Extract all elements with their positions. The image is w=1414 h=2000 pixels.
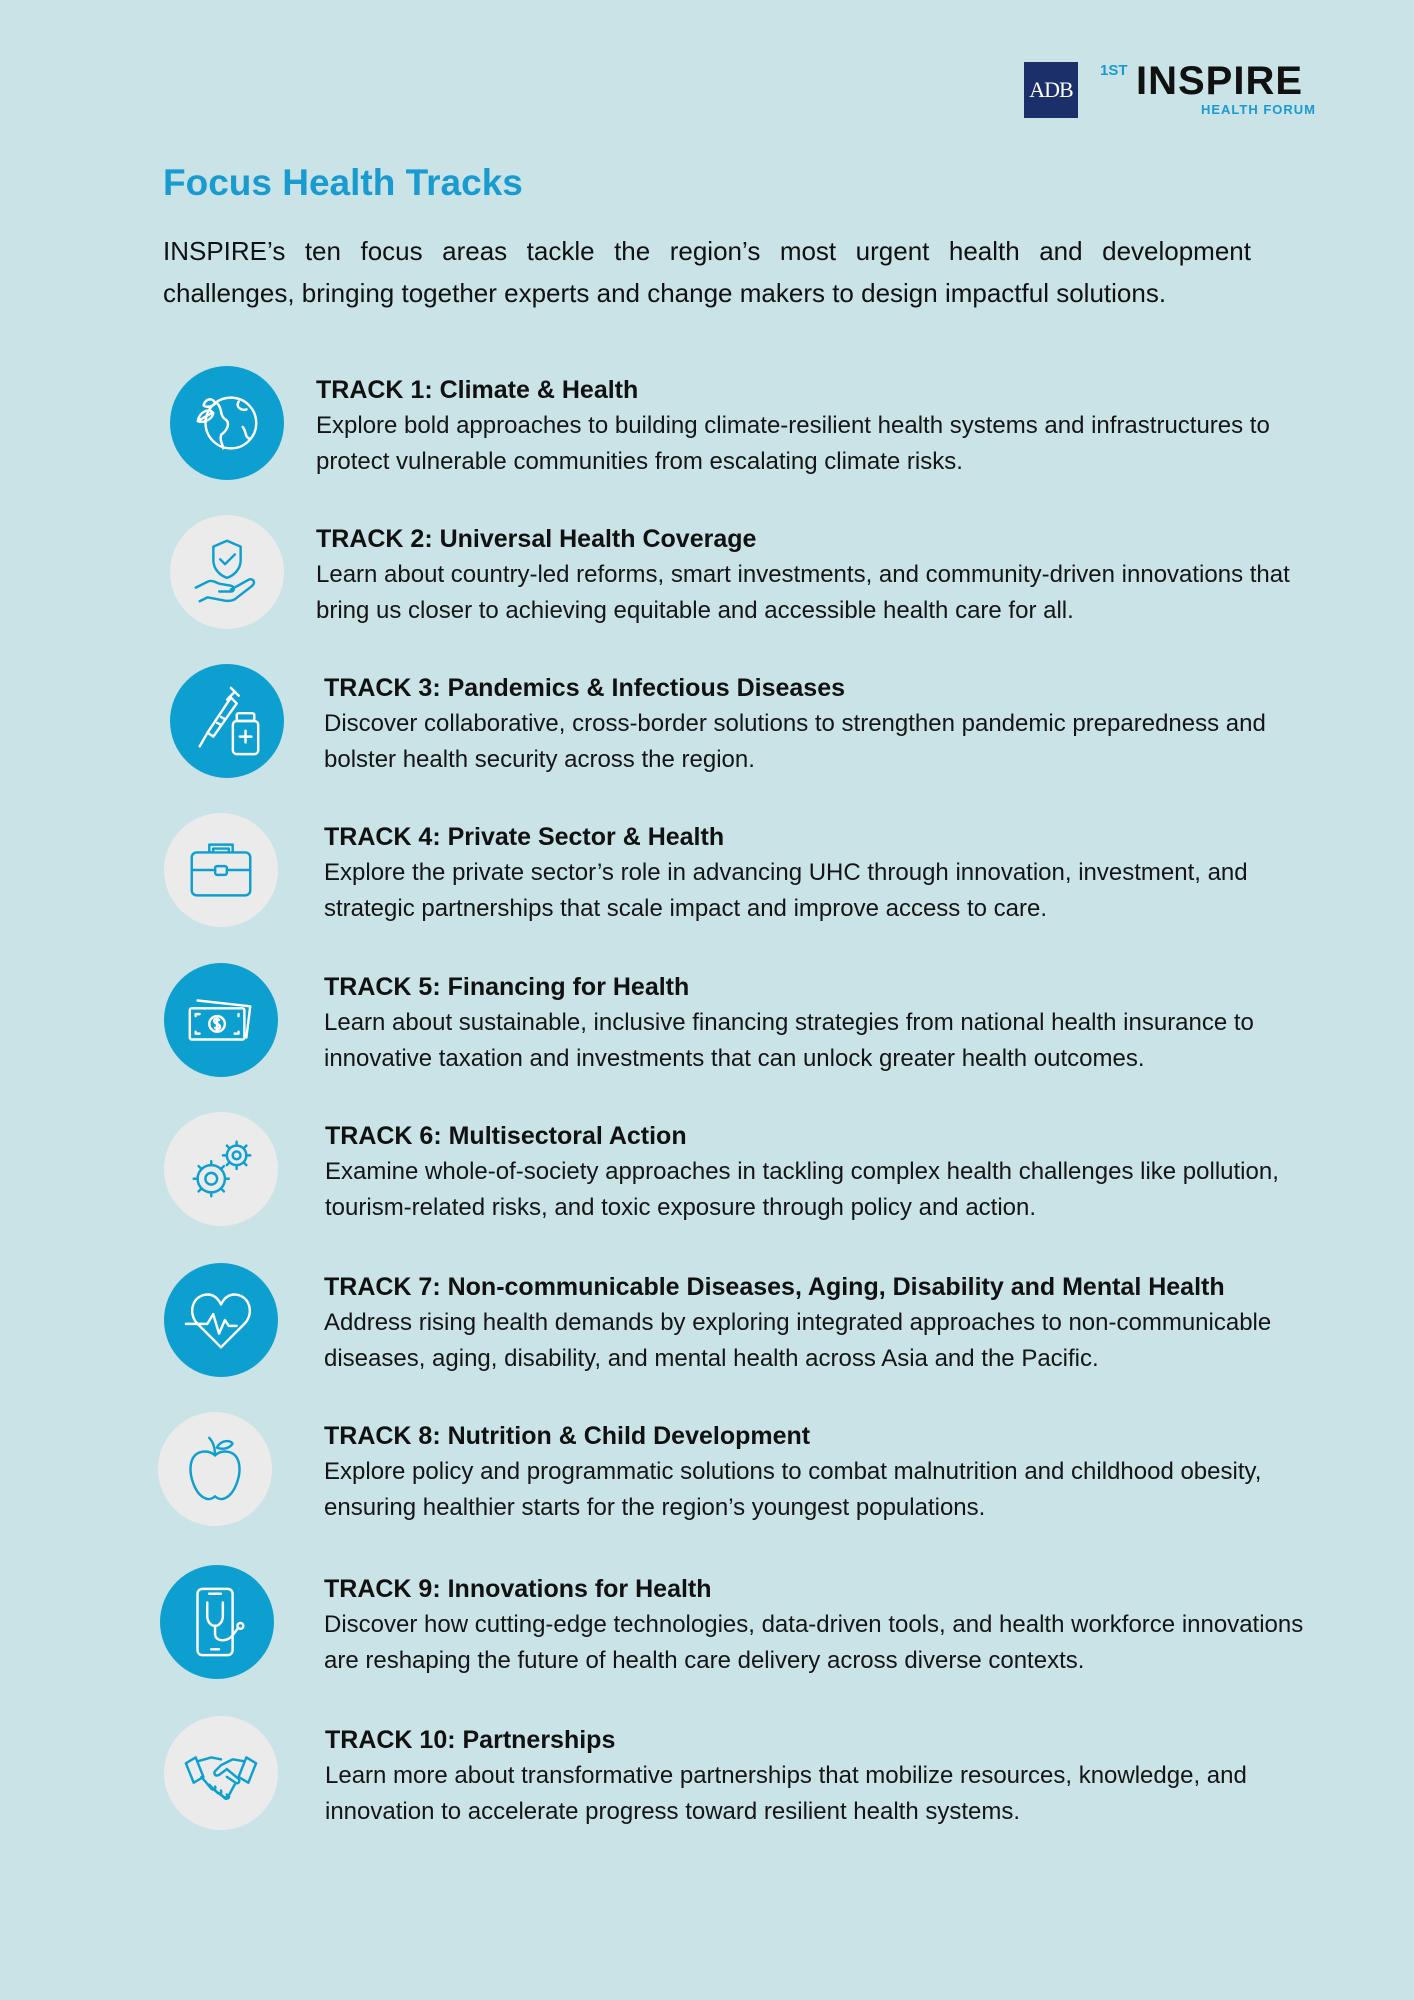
track-title: TRACK 3: Pandemics & Infectious Diseases (324, 674, 845, 702)
track-item (160, 813, 1290, 933)
track-description: Discover how cutting-edge technologies, data-driven tools, and health workforce innovations are reshaping the future of health care delivery across diverse contexts. (324, 1611, 1304, 1674)
track-description: Learn about country-led reforms, smart investments, and community-driven innovations that bring us closer to achieving equitable and accessible health care for all. (316, 561, 1290, 624)
money-icon (164, 963, 278, 1077)
track-title: TRACK 4: Private Sector & Health (324, 823, 725, 851)
track-description: Learn about sustainable, inclusive financing strategies from national health insurance to innovative taxation and investments that can unlock greater health outcomes. (324, 1009, 1254, 1072)
intro-paragraph: INSPIRE’s ten focus areas tackle the region’s most urgent health and development challenges, bringing together experts and change makers to design impactful solutions. (163, 236, 1251, 308)
track-item (160, 1565, 1304, 1685)
globe-leaf-icon (170, 366, 284, 480)
track-description: Examine whole-of-society approaches in tackling complex health challenges like pollution, tourism-related risks, and toxic exposure through policy and action. (325, 1158, 1279, 1221)
apple-icon (158, 1412, 272, 1526)
track-description: Explore policy and programmatic solutions to combat malnutrition and childhood obesity, ensuring healthier starts for the region’s youngest populations. (324, 1458, 1262, 1521)
track-title: TRACK 9: Innovations for Health (324, 1575, 712, 1603)
track-title: TRACK 6: Multisectoral Action (325, 1122, 687, 1150)
briefcase-icon (164, 813, 278, 927)
inspire-logo (1100, 58, 1316, 120)
track-title: TRACK 8: Nutrition & Child Development (324, 1422, 811, 1450)
track-item (160, 1412, 1290, 1532)
inspire-logo-sup: 1ST (1100, 62, 1128, 79)
hand-shield-icon (170, 515, 284, 629)
track-title: TRACK 2: Universal Health Coverage (316, 525, 757, 553)
track-description: Explore bold approaches to building climate-resilient health systems and infrastructures to protect vulnerable communities from escalating climate risks. (316, 412, 1270, 475)
track-title: TRACK 7: Non-communicable Diseases, Aging, Disability and Mental Health (324, 1273, 1225, 1301)
inspire-logo-sub: HEALTH FORUM (1200, 102, 1316, 117)
track-item (160, 664, 1290, 784)
track-description: Explore the private sector’s role in advancing UHC through innovation, investment, and strategic partnerships that scale impact and improve access to care. (324, 859, 1248, 922)
track-item (160, 1263, 1290, 1383)
track-title: TRACK 5: Financing for Health (324, 973, 690, 1001)
track-title: TRACK 1: Climate & Health (316, 376, 639, 404)
track-item (160, 366, 1290, 486)
heart-pulse-icon (164, 1263, 278, 1377)
adb-logo: ADB (1024, 62, 1078, 118)
gears-icon (164, 1112, 278, 1226)
track-item (160, 515, 1290, 635)
track-description: Discover collaborative, cross-border solutions to strengthen pandemic preparedness and bolster health security across the region. (324, 710, 1266, 773)
handshake-icon (164, 1716, 278, 1830)
track-title: TRACK 10: Partnerships (325, 1726, 616, 1754)
track-item (160, 1716, 1290, 1836)
track-item (160, 963, 1290, 1083)
track-description: Address rising health demands by exploring integrated approaches to non-communicable diseases, aging, disability, and mental health across Asia and the Pacific. (324, 1309, 1272, 1372)
inspire-logo-word: INSPIRE (1136, 59, 1304, 103)
phone-stethoscope-icon (160, 1565, 274, 1679)
syringe-vial-icon (170, 664, 284, 778)
track-item (160, 1112, 1290, 1232)
track-description: Learn more about transformative partnerships that mobilize resources, knowledge, and innovation to accelerate progress toward resilient health systems. (325, 1762, 1247, 1825)
page-title: Focus Health Tracks (163, 162, 523, 203)
